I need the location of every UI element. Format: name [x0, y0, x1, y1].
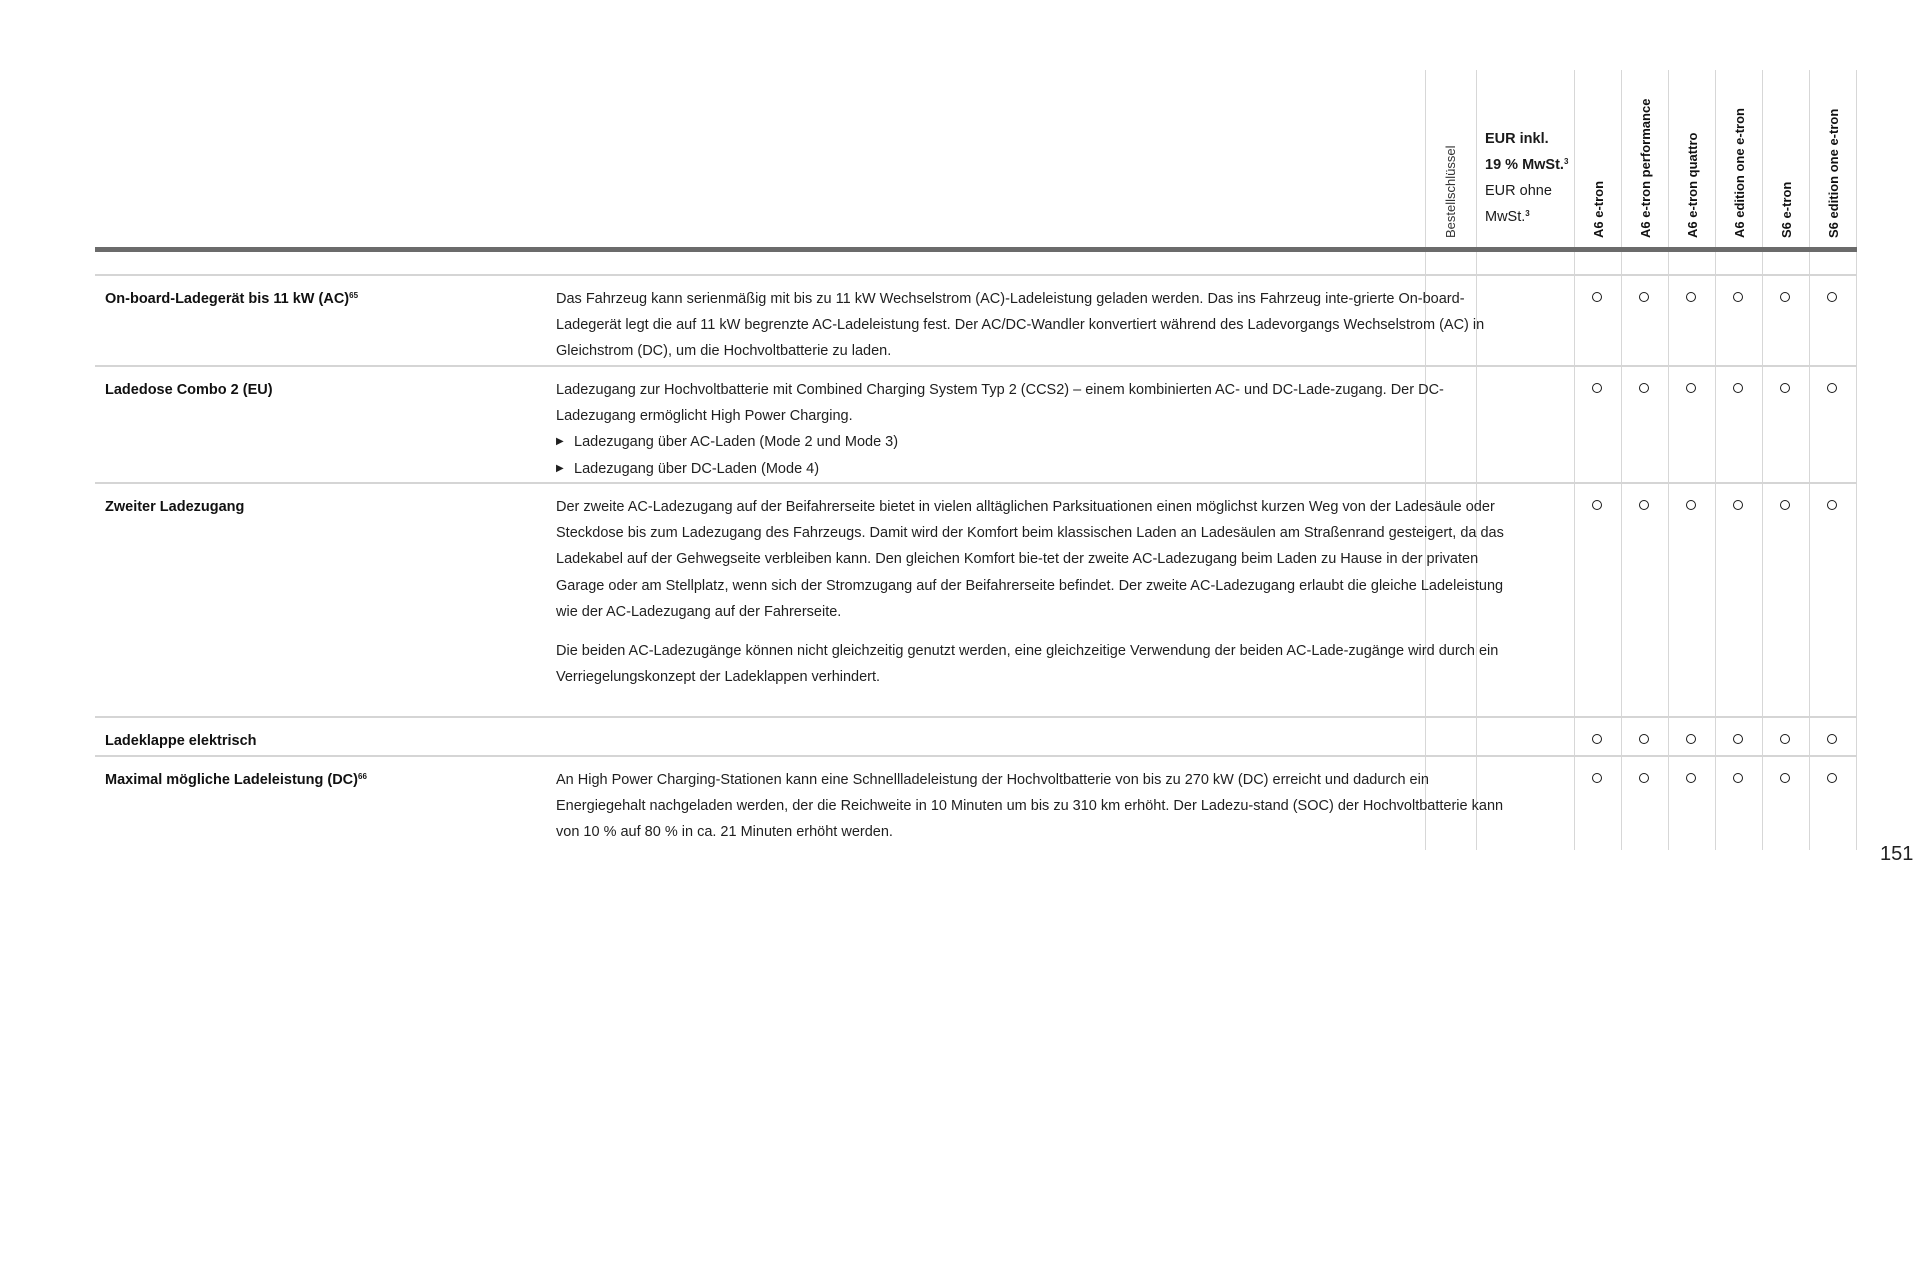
order-key-header: Bestellschlüssel	[1443, 145, 1458, 238]
standard-equipment-circle-icon	[1639, 292, 1649, 302]
bullet-item: ▶ Ladezugang über AC-Laden (Mode 2 und Mode 3)	[556, 429, 1516, 455]
standard-equipment-circle-icon	[1686, 292, 1696, 302]
model-header-s6-e-tron: S6 e-tron	[1779, 181, 1794, 238]
page-number: 151	[1880, 843, 1914, 865]
footnote-ref: 3	[1563, 157, 1569, 166]
feature-name: Ladeklappe elektrisch	[105, 733, 257, 749]
standard-equipment-circle-icon	[1780, 773, 1790, 783]
feature-description: Das Fahrzeug kann serienmäßig mit bis zu 11 kW Wechselstrom (AC)-Ladeleistung geladen werden. Das ins Fahrzeug inte-grierte On-board-Ladegerät legt die auf 11 kW begrenzte AC-Ladeleistung fest. Der AC/DC-Wandler konvertiert während des Ladevorgangs Wechselstrom (AC) in Gleichstrom (DC), um die Hochvoltbatterie zu laden.	[556, 291, 1485, 360]
table-row	[95, 718, 1857, 755]
table-row	[95, 276, 1857, 365]
price-excl-vat: MwSt.	[1485, 209, 1526, 225]
standard-equipment-circle-icon	[1639, 383, 1649, 393]
footnote-ref: 66	[358, 772, 367, 781]
model-header-s6-edition-one: S6 edition one e-tron	[1826, 108, 1841, 238]
feature-description: Der zweite AC-Ladezugang auf der Beifahrerseite bietet in vielen alltäglichen Parksituationen einen möglichst kurzen Weg von der Ladesäule oder Steckdose bis zum Ladezugang des Fahrzeugs. Damit wird der Komfort beim klassischen Laden an Ladesäulen am Straßenrand gesteigert, da das Ladekabel auf der Gehwegseite verbleiben kann. Den gleichen Komfort bie-tet der zweite AC-Ladezugang beim Laden zu Hause in der privaten Garage oder am Stellplatz, wenn sich der Stromzugang auf der Beifahrerseite befindet. Der zweite AC-Ladezugang erlaubt die gleiche Ladeleistung wie der AC-Ladezugang auf der Fahrerseite. Die beiden AC-Ladezugänge können nicht gleichzeitig genutzt werden, eine gleichzeitige Verwendung der beiden AC-Lade-zugänge wird durch ein Verriegelungskonzept der Ladeklappen verhindert.	[556, 499, 1504, 686]
standard-equipment-circle-icon	[1827, 773, 1837, 783]
standard-equipment-circle-icon	[1780, 500, 1790, 510]
price-incl-label: EUR inkl.	[1485, 131, 1549, 147]
header-rule	[95, 247, 1857, 252]
standard-equipment-circle-icon	[1592, 773, 1602, 783]
standard-equipment-circle-icon	[1780, 292, 1790, 302]
standard-equipment-circle-icon	[1592, 734, 1602, 744]
standard-equipment-circle-icon	[1686, 500, 1696, 510]
standard-equipment-circle-icon	[1733, 734, 1743, 744]
feature-description: An High Power Charging-Stationen kann eine Schnellladeleistung der Hochvoltbatterie von bis zu 270 kW (DC) erreicht und dadurch ein Energiegehalt nachgeladen werden, der die Reichweite in 10 Minuten um bis zu 310 km erhöht. Der Ladezu-stand (SOC) der Hochvoltbatterie kann von 10 % auf 80 % in ca. 21 Minuten erhöht werden.	[556, 772, 1504, 841]
table-row	[95, 484, 1857, 716]
standard-equipment-circle-icon	[1780, 383, 1790, 393]
standard-equipment-circle-icon	[1827, 292, 1837, 302]
feature-name: Ladedose Combo 2 (EU)	[105, 382, 273, 398]
standard-equipment-circle-icon	[1592, 292, 1602, 302]
feature-name: Maximal mögliche Ladeleistung (DC)$^{66}$	[105, 772, 367, 788]
price-header	[1485, 126, 1590, 230]
standard-equipment-circle-icon	[1639, 773, 1649, 783]
feature-name: On-board-Ladegerät bis 11 kW (AC)$^{65}$	[105, 291, 359, 307]
standard-equipment-circle-icon	[1827, 734, 1837, 744]
feature-description: Ladezugang zur Hochvoltbatterie mit Combined Charging System Typ 2 (CCS2) – einem kombinierten AC- und DC-Lade-zugang. Der DC-Ladezugang ermöglicht High Power Charging. ▶ Ladezugang über AC-Laden (Mode 2 und Mode 3) ▶ Ladezugang über DC-Laden (Mode 4)	[556, 377, 1516, 482]
footnote-ref: 3	[1525, 209, 1530, 218]
price-excl-label: EUR ohne	[1485, 183, 1552, 199]
standard-equipment-circle-icon	[1827, 500, 1837, 510]
model-header-a6-edition-one: A6 edition one e-tron	[1732, 108, 1747, 238]
standard-equipment-circle-icon	[1827, 383, 1837, 393]
price-incl-vat: 19 % MwSt.	[1485, 157, 1564, 173]
standard-equipment-circle-icon	[1733, 500, 1743, 510]
standard-equipment-circle-icon	[1733, 383, 1743, 393]
bullet-triangle-icon: ▶	[556, 462, 564, 474]
model-header-a6-e-tron-performance: A6 e-tron performance	[1638, 98, 1653, 238]
table-row	[95, 757, 1857, 852]
model-header-a6-e-tron-quattro: A6 e-tron quattro	[1685, 132, 1700, 238]
standard-equipment-circle-icon	[1592, 383, 1602, 393]
table-row	[95, 367, 1857, 482]
standard-equipment-circle-icon	[1733, 773, 1743, 783]
standard-equipment-circle-icon	[1592, 500, 1602, 510]
bullet-triangle-icon: ▶	[556, 436, 564, 448]
standard-equipment-circle-icon	[1686, 383, 1696, 393]
footnote-ref: 65	[349, 291, 359, 300]
spec-table	[95, 0, 1857, 860]
standard-equipment-circle-icon	[1639, 500, 1649, 510]
standard-equipment-circle-icon	[1639, 734, 1649, 744]
standard-equipment-circle-icon	[1686, 734, 1696, 744]
model-header-a6-e-tron: A6 e-tron	[1591, 180, 1606, 238]
bullet-item: ▶ Ladezugang über DC-Laden (Mode 4)	[556, 456, 1516, 482]
feature-name: Zweiter Ladezugang	[105, 499, 245, 515]
standard-equipment-circle-icon	[1733, 292, 1743, 302]
standard-equipment-circle-icon	[1686, 773, 1696, 783]
standard-equipment-circle-icon	[1780, 734, 1790, 744]
